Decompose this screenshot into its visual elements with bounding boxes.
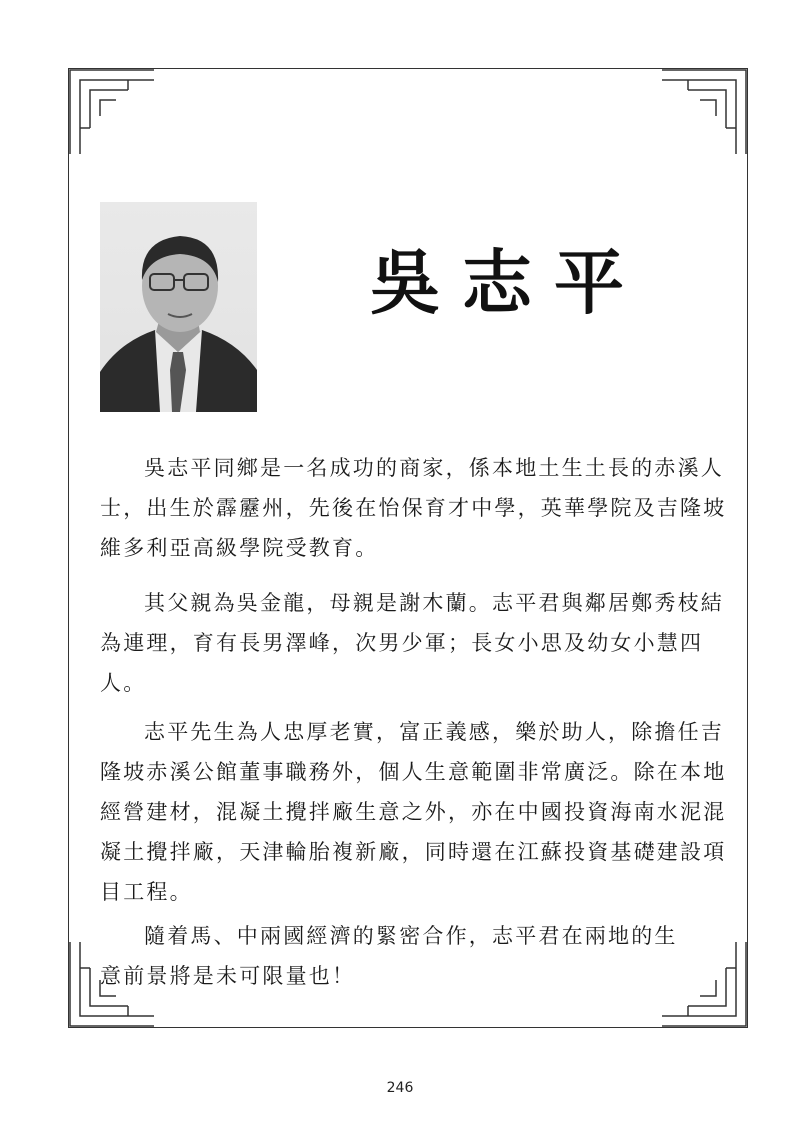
page-number: 246 bbox=[386, 1080, 414, 1096]
corner-ornament-top-left bbox=[68, 68, 158, 158]
paragraph-career: 志平先生為人忠厚老實，富正義感，樂於助人，除擔任吉隆坡赤溪公館董事職務外，個人生意範圍非常廣泛。除在本地經營建材，混凝土攪拌廠生意之外，亦在中國投資海南水泥混凝土攪拌廠，天津輪胎複新廠，同時還在江蘇投資基礎建設項目工程。 bbox=[100, 720, 727, 904]
portrait-photo bbox=[100, 202, 257, 412]
portrait-illustration bbox=[100, 202, 257, 412]
paragraph-outlook: 隨着馬、中兩國經濟的緊密合作，志平君在兩地的生意前景將是未可限量也！ bbox=[100, 924, 678, 988]
corner-ornament-top-right bbox=[658, 68, 748, 158]
person-name-title: 吳志平 bbox=[370, 241, 646, 324]
paragraph-family: 其父親為吳金龍，母親是謝木蘭。志平君與鄰居鄭秀枝結為連理，育有長男澤峰，次男少軍；長女小思及幼女小慧四人。 bbox=[100, 591, 724, 695]
paragraph-background: 吳志平同鄉是一名成功的商家，係本地土生土長的赤溪人士，出生於霹靂州，先後在怡保育才中學，英華學院及吉隆坡維多利亞高級學院受教育。 bbox=[100, 456, 727, 560]
